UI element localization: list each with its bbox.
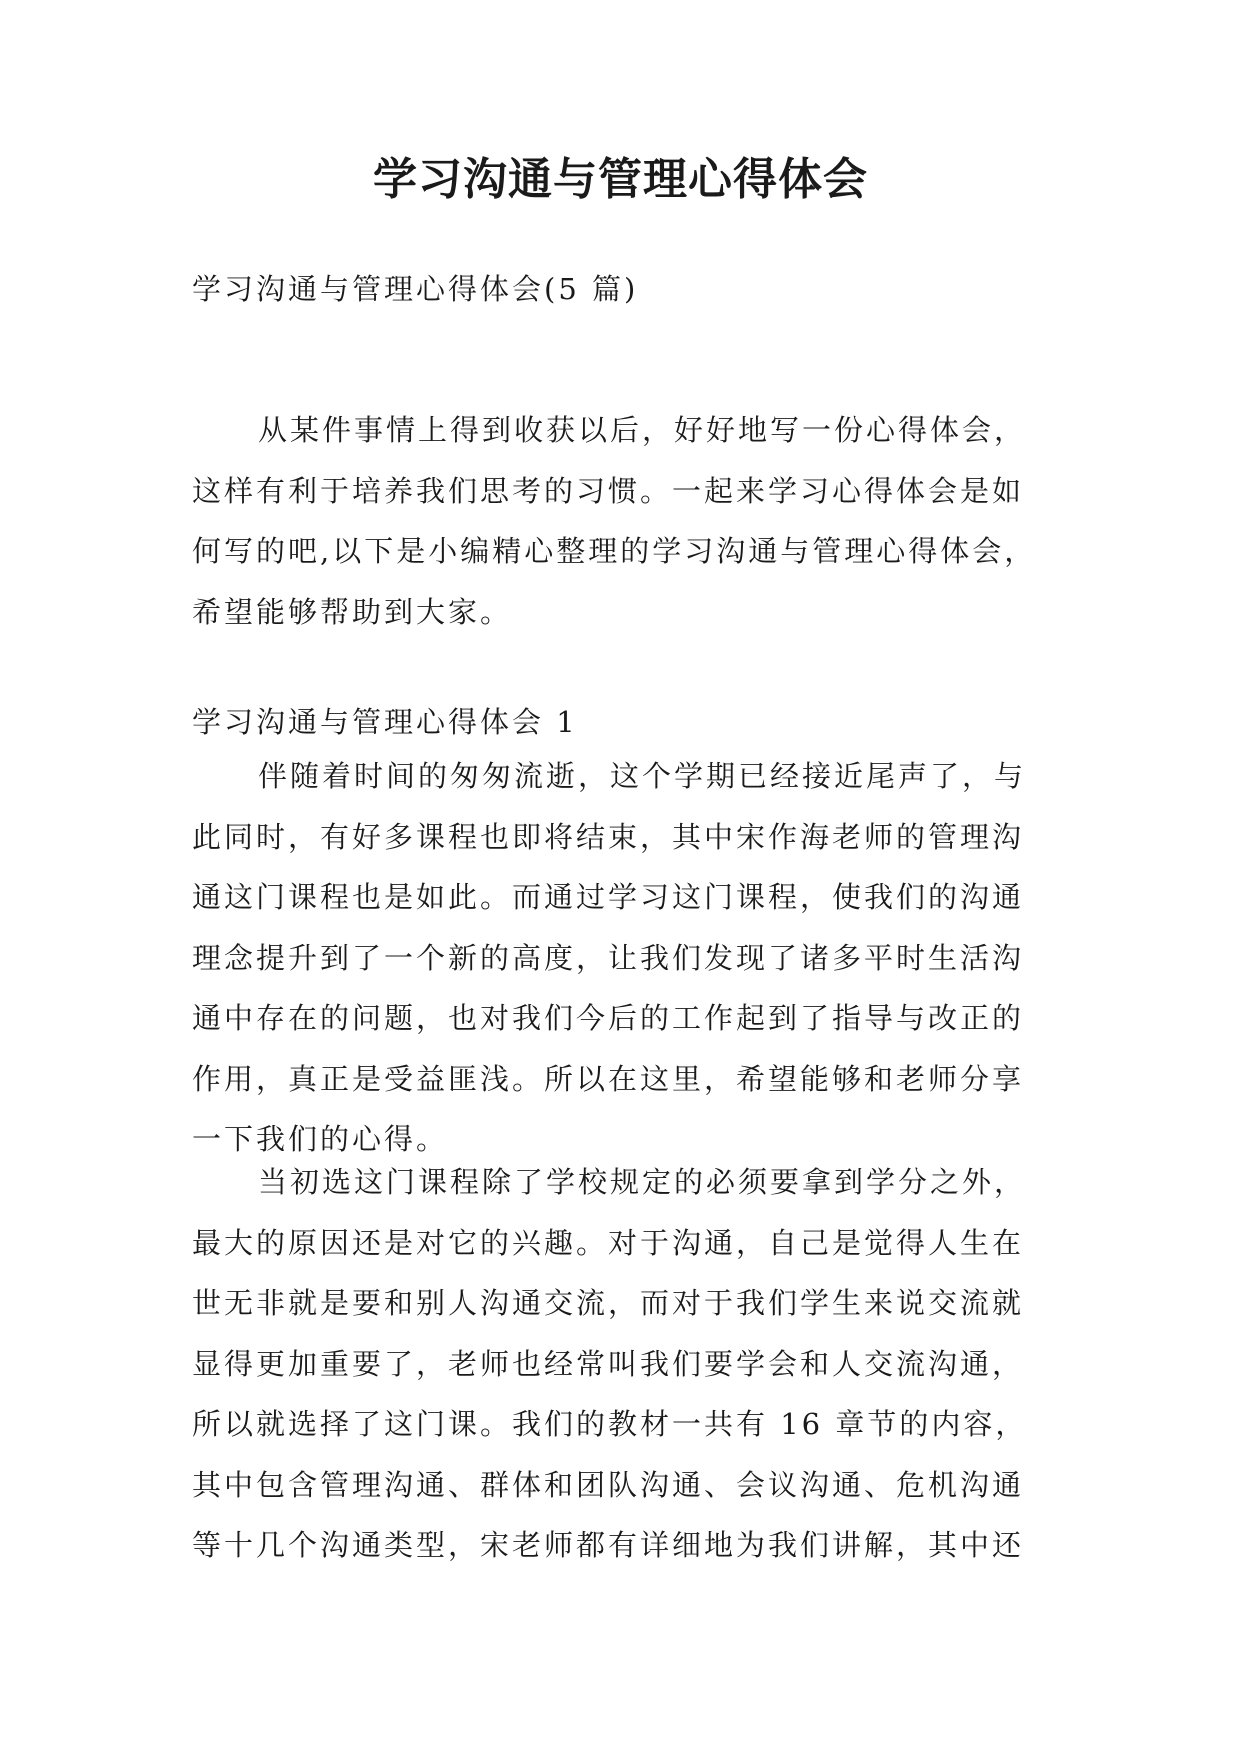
paragraph-line: 伴随着时间的匆匆流逝，这个学期已经接近尾声了，与 (258, 759, 1027, 793)
intro-line: 从某件事情上得到收获以后，好好地写一份心得体会， (258, 413, 1027, 447)
intro-line: 希望能够帮助到大家。 (192, 594, 513, 629)
paragraph-line: 通中存在的问题，也对我们今后的工作起到了指导与改正的 (192, 1001, 1025, 1035)
paragraph-line: 所以就选择了这门课。我们的教材一共有 16 章节的内容， (192, 1407, 1028, 1441)
document-subtitle: 学习沟通与管理心得体会(5 篇) (192, 272, 639, 306)
document-title: 学习沟通与管理心得体会 (373, 154, 868, 205)
paragraph-line: 通这门课程也是如此。而通过学习这门课程，使我们的沟通 (192, 880, 1025, 914)
paragraph-line: 当初选这门课程除了学校规定的必须要拿到学分之外， (258, 1165, 1027, 1199)
paragraph-line: 其中包含管理沟通、群体和团队沟通、会议沟通、危机沟通 (192, 1467, 1025, 1502)
intro-line: 何写的吧,以下是小编精心整理的学习沟通与管理心得体会， (192, 534, 1037, 568)
intro-line: 这样有利于培养我们思考的习惯。一起来学习心得体会是如 (192, 473, 1025, 508)
body-paragraph-1 (192, 746, 1062, 1170)
paragraph-line: 世无非就是要和别人沟通交流，而对于我们学生来说交流就 (192, 1286, 1025, 1320)
paragraph-line: 理念提升到了一个新的高度，让我们发现了诸多平时生活沟 (192, 940, 1025, 975)
intro-paragraph (192, 400, 1062, 642)
paragraph-line: 一下我们的心得。 (192, 1122, 449, 1156)
paragraph-line: 显得更加重要了，老师也经常叫我们要学会和人交流沟通， (192, 1346, 1025, 1381)
paragraph-line: 等十几个沟通类型，宋老师都有详细地为我们讲解，其中还 (192, 1528, 1025, 1562)
paragraph-line: 此同时，有好多课程也即将结束，其中宋作海老师的管理沟 (192, 819, 1025, 854)
paragraph-line: 最大的原因还是对它的兴趣。对于沟通，自己是觉得人生在 (192, 1225, 1025, 1260)
section-heading: 学习沟通与管理心得体会 1 (192, 705, 578, 739)
paragraph-line: 作用，真正是受益匪浅。所以在这里，希望能够和老师分享 (192, 1061, 1025, 1096)
body-paragraph-2 (192, 1152, 1062, 1576)
